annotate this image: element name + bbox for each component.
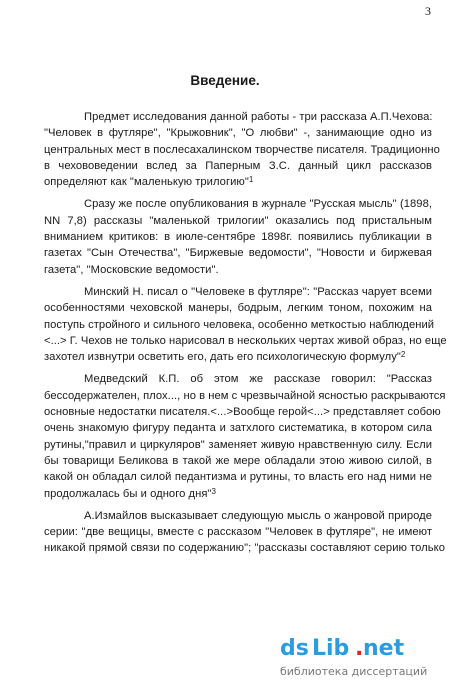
text-line: бы товарищи Беликова в такой же мере обладали этою живою силой, в xyxy=(44,454,432,467)
footnote-marker: 2 xyxy=(400,350,406,360)
text-line: какой он обладал силой педантизма и рутины, то власть его над ними не xyxy=(44,471,432,484)
text-line: поступь стройного и сильного человека, особенно меткостью наблюдений xyxy=(44,318,435,331)
text-line-content: определяют как "маленькую трилогию" xyxy=(44,176,249,189)
text-line: NN 7,8) рассказы "маленькой трилогии" оказались под пристальным xyxy=(44,214,432,227)
text-line: вниманием критиков: в июле-сентябре 1898г. появились публикации в xyxy=(44,231,432,244)
text-line: рутины,"правил и циркуляров" заменяет живую нравственную силу. Если xyxy=(44,438,432,451)
paragraph xyxy=(44,109,440,190)
footnote-marker: 1 xyxy=(248,175,254,185)
paragraph xyxy=(44,284,447,365)
text-line: бессодержателен, плох..., но в нем с чрезвычайной ясностью раскрываются xyxy=(44,389,446,402)
paragraph xyxy=(44,371,446,501)
text-line: Минский Н. писал о "Человеке в футляре": "Рассказ чарует всеми xyxy=(84,285,432,298)
text-line: особенностями чеховской манеры, бодрым, легким тоном, похожим на xyxy=(44,302,432,315)
text-line: Медведский К.П. об этом же рассказе говорил: "Рассказ xyxy=(84,373,432,386)
text-line-content: захотел извнутри осветить его, дать его психологическую формулу" xyxy=(44,351,401,364)
footnote-marker: 3 xyxy=(211,486,216,496)
text-line: <...> Г. Чехов не только нарисовал в нескольких чертах живой образ, но еще xyxy=(44,334,447,347)
text-line: никакой прямой связи по содержанию"; "рассказы составляют серию только xyxy=(44,542,445,555)
paragraph xyxy=(44,196,432,277)
text-line: Сразу же после опубликования в журнале "Русская мысль" (1898, xyxy=(84,198,432,211)
text-line xyxy=(44,174,432,190)
text-line: очень знакомую фигуру педанта и затхлого систематика, в котором сила xyxy=(44,422,432,435)
text-line: газетах "Сын Отечества", "Биржевые ведомости", "Новости и биржевая xyxy=(44,247,432,260)
logo-part-ds: ds xyxy=(280,636,309,661)
text-line: серии: "две вещицы, вместе с рассказом "Человек в футляре", не имеют xyxy=(44,526,432,539)
text-line: А.Измайлов высказывает следующую мысль о жанровой природе xyxy=(84,509,432,522)
text-line: центральных мест в послесахалинском творчестве писателя. Традиционно xyxy=(44,143,440,156)
text-line: основные недостатки писателя.<...>Вообще герой<...> представляет собою xyxy=(44,406,441,419)
text-line: Предмет исследования данной работы - три рассказа А.П.Чехова: xyxy=(84,111,433,123)
text-line: газета", "Московские ведомости". xyxy=(44,263,219,276)
watermark-tagline: библиотека диссертаций xyxy=(280,665,428,678)
paragraph xyxy=(44,508,445,557)
text-line xyxy=(44,486,432,502)
page-number: 3 xyxy=(425,4,431,18)
document-body xyxy=(44,109,447,563)
logo-part-lib: Lib xyxy=(312,636,350,661)
text-line-content: продолжалась бы и одного дня" xyxy=(44,487,212,500)
page-title: Введение. xyxy=(190,73,260,88)
logo-part-net: net xyxy=(363,636,405,661)
text-line: в чехововедении вслед за Паперным З.С. данный цикл рассказов xyxy=(44,159,432,172)
logo-part-dot: . xyxy=(355,636,364,661)
text-line: "Человек в футляре", "Крыжовник", "О любви" -, занимающие одно из xyxy=(44,127,432,140)
dslib-watermark-link[interactable] xyxy=(278,636,446,682)
text-line xyxy=(44,349,432,365)
